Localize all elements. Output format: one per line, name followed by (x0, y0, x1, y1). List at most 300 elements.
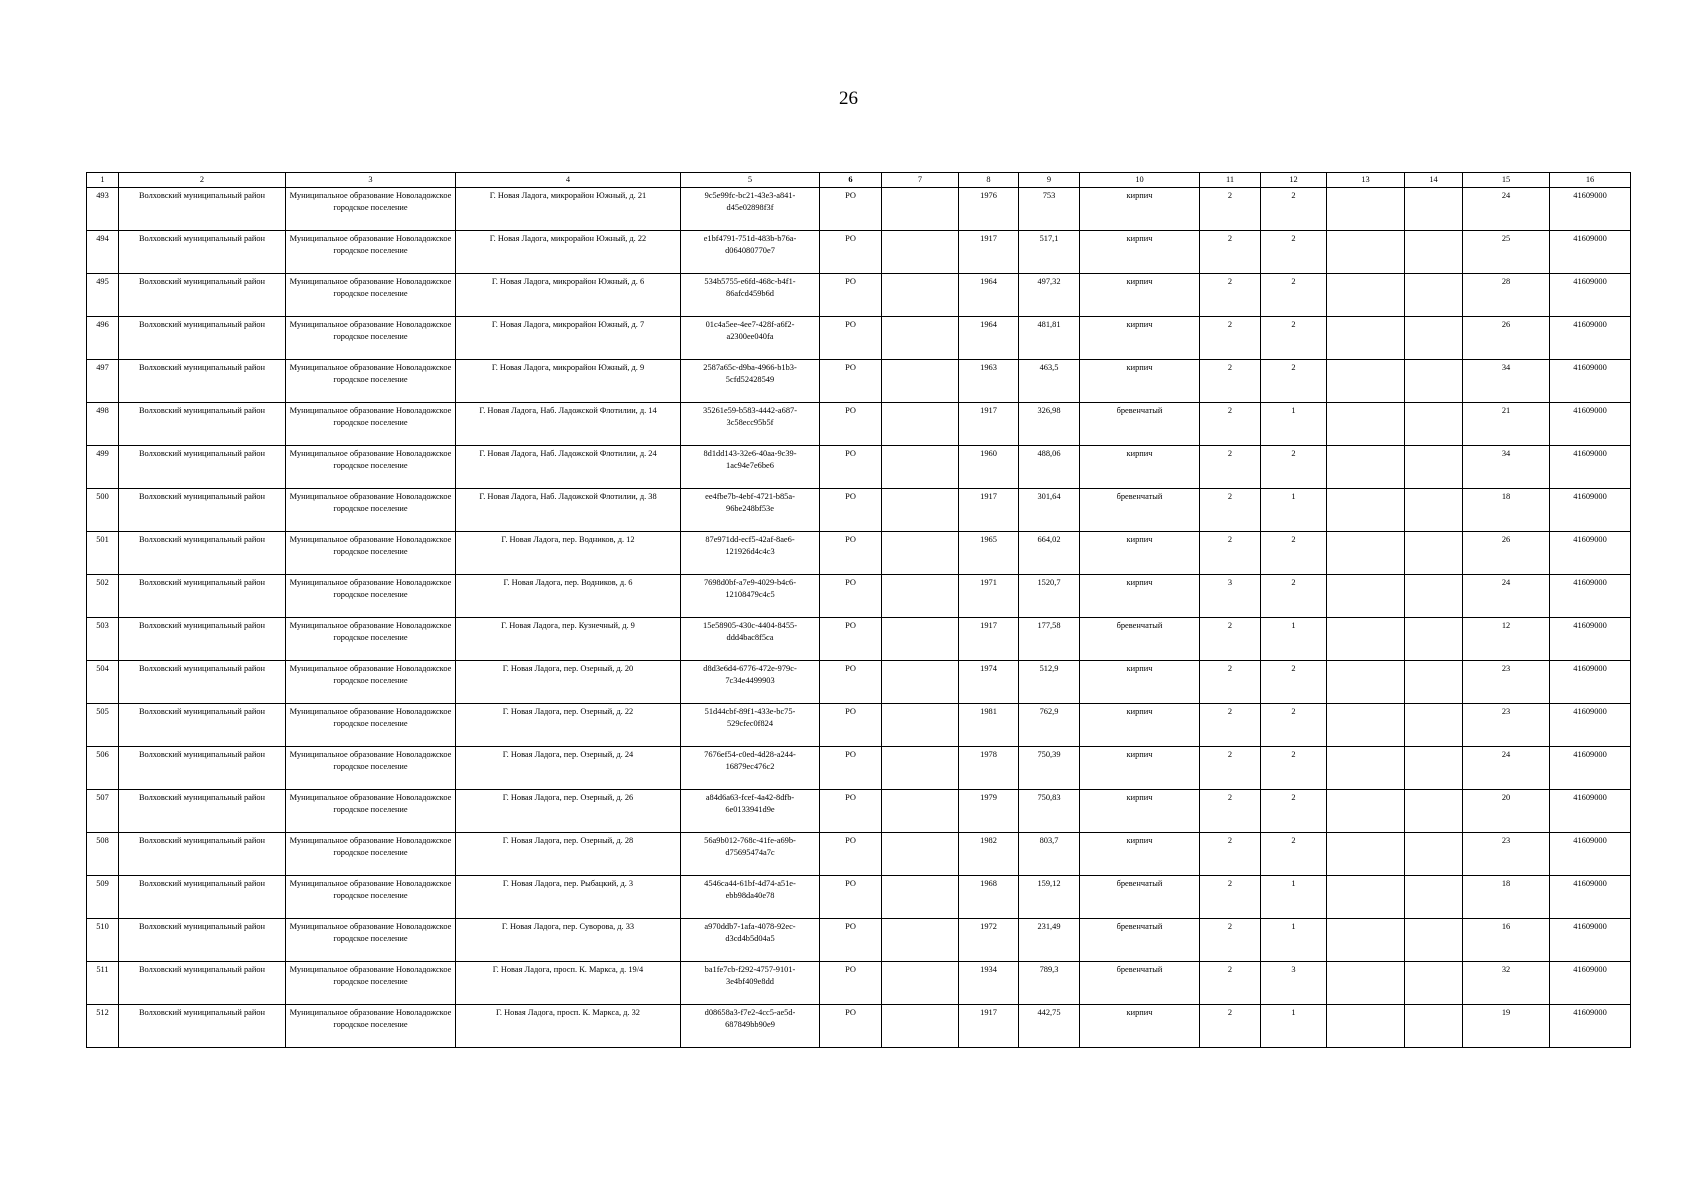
cell-address: Г. Новая Ладога, пер. Озерный, д. 20 (456, 661, 681, 704)
cell-column-7 (882, 446, 959, 489)
cell-entrances: 2 (1261, 833, 1327, 876)
cell-fias-code: 7698d0bf-a7e9-4029-b4c6-12108479c4c5 (681, 575, 820, 618)
cell-district: Волховский муниципальный район (119, 489, 286, 532)
cell-year: 1982 (959, 833, 1019, 876)
cell-area: 326,98 (1019, 403, 1080, 446)
cell-municipality: Муниципальное образование Новоладожское городское поселение (286, 704, 456, 747)
cell-fias-code: 2587a65c-d9ba-4966-b1b3-5cfd52428549 (681, 360, 820, 403)
cell-column-6: РО (820, 919, 882, 962)
cell-residents: 23 (1463, 704, 1550, 747)
cell-floors: 2 (1200, 618, 1261, 661)
cell-fias-code: 87e971dd-ecf5-42af-8ae6-121926d4c4c3 (681, 532, 820, 575)
cell-column-13 (1327, 317, 1405, 360)
cell-entrances: 1 (1261, 403, 1327, 446)
cell-wall-material: бревенчатый (1080, 403, 1200, 446)
table-row (87, 317, 1631, 360)
cell-municipality: Муниципальное образование Новоладожское городское поселение (286, 575, 456, 618)
cell-wall-material: кирпич (1080, 360, 1200, 403)
cell-municipality: Муниципальное образование Новоладожское городское поселение (286, 618, 456, 661)
cell-column-13 (1327, 661, 1405, 704)
cell-wall-material: кирпич (1080, 790, 1200, 833)
cell-area: 664,02 (1019, 532, 1080, 575)
cell-column-7 (882, 833, 959, 876)
cell-column-13 (1327, 575, 1405, 618)
cell-column-13 (1327, 1005, 1405, 1048)
cell-address: Г. Новая Ладога, микрорайон Южный, д. 22 (456, 231, 681, 274)
cell-entrances: 2 (1261, 575, 1327, 618)
cell-address: Г. Новая Ладога, Наб. Ладожской Флотилии, д. 24 (456, 446, 681, 489)
cell-column-7 (882, 919, 959, 962)
cell-row-number: 505 (87, 704, 119, 747)
cell-municipality: Муниципальное образование Новоладожское городское поселение (286, 403, 456, 446)
cell-column-7 (882, 790, 959, 833)
table-row (87, 274, 1631, 317)
cell-column-13 (1327, 360, 1405, 403)
cell-wall-material: бревенчатый (1080, 876, 1200, 919)
cell-entrances: 2 (1261, 231, 1327, 274)
cell-column-6: РО (820, 360, 882, 403)
table-row (87, 962, 1631, 1005)
cell-district: Волховский муниципальный район (119, 403, 286, 446)
cell-entrances: 2 (1261, 747, 1327, 790)
cell-municipality: Муниципальное образование Новоладожское городское поселение (286, 360, 456, 403)
table-row (87, 1005, 1631, 1048)
cell-fias-code: 15e58905-430c-4404-8455-ddd4bac8f5ca (681, 618, 820, 661)
cell-area: 517,1 (1019, 231, 1080, 274)
cell-municipality: Муниципальное образование Новоладожское городское поселение (286, 188, 456, 231)
table-row (87, 919, 1631, 962)
cell-wall-material: кирпич (1080, 188, 1200, 231)
cell-column-6: РО (820, 403, 882, 446)
cell-area: 762,9 (1019, 704, 1080, 747)
cell-municipality: Муниципальное образование Новоладожское городское поселение (286, 661, 456, 704)
cell-district: Волховский муниципальный район (119, 962, 286, 1005)
cell-oktmo-code: 41609000 (1550, 747, 1631, 790)
cell-column-6: РО (820, 833, 882, 876)
cell-area: 789,3 (1019, 962, 1080, 1005)
cell-entrances: 1 (1261, 489, 1327, 532)
cell-fias-code: d8d3e6d4-6776-472e-979c-7c34e4499903 (681, 661, 820, 704)
cell-address: Г. Новая Ладога, пер. Озерный, д. 26 (456, 790, 681, 833)
cell-column-14 (1405, 231, 1463, 274)
column-header-16: 16 (1550, 173, 1631, 188)
cell-wall-material: кирпич (1080, 446, 1200, 489)
column-header-8: 8 (959, 173, 1019, 188)
cell-area: 488,06 (1019, 446, 1080, 489)
cell-column-6: РО (820, 489, 882, 532)
cell-area: 803,7 (1019, 833, 1080, 876)
cell-area: 512,9 (1019, 661, 1080, 704)
cell-oktmo-code: 41609000 (1550, 231, 1631, 274)
table-row (87, 704, 1631, 747)
cell-municipality: Муниципальное образование Новоладожское городское поселение (286, 833, 456, 876)
cell-wall-material: бревенчатый (1080, 962, 1200, 1005)
cell-address: Г. Новая Ладога, микрорайон Южный, д. 6 (456, 274, 681, 317)
cell-year: 1917 (959, 231, 1019, 274)
cell-row-number: 510 (87, 919, 119, 962)
cell-column-6: РО (820, 532, 882, 575)
cell-floors: 2 (1200, 661, 1261, 704)
cell-column-7 (882, 188, 959, 231)
cell-district: Волховский муниципальный район (119, 532, 286, 575)
cell-municipality: Муниципальное образование Новоладожское городское поселение (286, 876, 456, 919)
cell-residents: 16 (1463, 919, 1550, 962)
cell-fias-code: 8d1dd143-32e6-40aa-9c39-1ac94e7e6be6 (681, 446, 820, 489)
cell-row-number: 506 (87, 747, 119, 790)
cell-row-number: 497 (87, 360, 119, 403)
cell-year: 1974 (959, 661, 1019, 704)
cell-column-6: РО (820, 747, 882, 790)
cell-column-7 (882, 1005, 959, 1048)
cell-column-6: РО (820, 274, 882, 317)
cell-district: Волховский муниципальный район (119, 919, 286, 962)
cell-floors: 2 (1200, 403, 1261, 446)
cell-row-number: 498 (87, 403, 119, 446)
cell-district: Волховский муниципальный район (119, 188, 286, 231)
cell-municipality: Муниципальное образование Новоладожское городское поселение (286, 489, 456, 532)
cell-wall-material: кирпич (1080, 704, 1200, 747)
cell-row-number: 501 (87, 532, 119, 575)
cell-residents: 24 (1463, 188, 1550, 231)
cell-oktmo-code: 41609000 (1550, 403, 1631, 446)
cell-year: 1971 (959, 575, 1019, 618)
cell-floors: 2 (1200, 188, 1261, 231)
cell-wall-material: бревенчатый (1080, 489, 1200, 532)
cell-column-14 (1405, 403, 1463, 446)
cell-column-6: РО (820, 446, 882, 489)
cell-row-number: 502 (87, 575, 119, 618)
cell-column-6: РО (820, 661, 882, 704)
column-header-2: 2 (119, 173, 286, 188)
cell-floors: 3 (1200, 575, 1261, 618)
cell-floors: 2 (1200, 231, 1261, 274)
cell-column-14 (1405, 962, 1463, 1005)
cell-wall-material: кирпич (1080, 1005, 1200, 1048)
cell-column-6: РО (820, 231, 882, 274)
cell-row-number: 509 (87, 876, 119, 919)
table-row (87, 489, 1631, 532)
cell-oktmo-code: 41609000 (1550, 317, 1631, 360)
cell-column-7 (882, 962, 959, 1005)
cell-year: 1917 (959, 489, 1019, 532)
cell-column-13 (1327, 833, 1405, 876)
cell-column-14 (1405, 790, 1463, 833)
cell-column-14 (1405, 317, 1463, 360)
cell-floors: 2 (1200, 446, 1261, 489)
cell-district: Волховский муниципальный район (119, 231, 286, 274)
cell-wall-material: кирпич (1080, 231, 1200, 274)
cell-row-number: 496 (87, 317, 119, 360)
cell-column-6: РО (820, 188, 882, 231)
cell-year: 1981 (959, 704, 1019, 747)
cell-residents: 23 (1463, 833, 1550, 876)
cell-fias-code: 35261e59-b583-4442-a687-3c58ecc95b5f (681, 403, 820, 446)
cell-fias-code: 7676ef54-c0ed-4d28-a244-16879ec476c2 (681, 747, 820, 790)
cell-column-14 (1405, 532, 1463, 575)
cell-column-14 (1405, 747, 1463, 790)
cell-column-6: РО (820, 618, 882, 661)
cell-residents: 34 (1463, 360, 1550, 403)
cell-column-7 (882, 618, 959, 661)
cell-area: 159,12 (1019, 876, 1080, 919)
cell-year: 1917 (959, 403, 1019, 446)
cell-address: Г. Новая Ладога, пер. Кузнечный, д. 9 (456, 618, 681, 661)
cell-column-13 (1327, 532, 1405, 575)
cell-floors: 2 (1200, 1005, 1261, 1048)
column-header-11: 11 (1200, 173, 1261, 188)
cell-district: Волховский муниципальный район (119, 575, 286, 618)
cell-column-13 (1327, 704, 1405, 747)
cell-column-7 (882, 317, 959, 360)
header-row (87, 173, 1631, 188)
column-header-12: 12 (1261, 173, 1327, 188)
cell-column-6: РО (820, 317, 882, 360)
table-row (87, 575, 1631, 618)
table-row (87, 790, 1631, 833)
cell-entrances: 2 (1261, 360, 1327, 403)
cell-column-7 (882, 704, 959, 747)
column-header-13: 13 (1327, 173, 1405, 188)
cell-column-13 (1327, 231, 1405, 274)
cell-column-7 (882, 532, 959, 575)
cell-column-7 (882, 274, 959, 317)
cell-entrances: 1 (1261, 618, 1327, 661)
table-row (87, 231, 1631, 274)
table-row (87, 833, 1631, 876)
cell-column-14 (1405, 704, 1463, 747)
cell-year: 1968 (959, 876, 1019, 919)
cell-residents: 25 (1463, 231, 1550, 274)
cell-residents: 26 (1463, 317, 1550, 360)
cell-municipality: Муниципальное образование Новоладожское городское поселение (286, 1005, 456, 1048)
column-header-15: 15 (1463, 173, 1550, 188)
cell-floors: 2 (1200, 704, 1261, 747)
cell-area: 301,64 (1019, 489, 1080, 532)
cell-area: 750,83 (1019, 790, 1080, 833)
cell-row-number: 508 (87, 833, 119, 876)
cell-area: 463,5 (1019, 360, 1080, 403)
cell-address: Г. Новая Ладога, просп. К. Маркса, д. 32 (456, 1005, 681, 1048)
cell-residents: 21 (1463, 403, 1550, 446)
cell-column-14 (1405, 876, 1463, 919)
cell-area: 481,81 (1019, 317, 1080, 360)
cell-area: 231,49 (1019, 919, 1080, 962)
cell-address: Г. Новая Ладога, просп. К. Маркса, д. 19/4 (456, 962, 681, 1005)
cell-oktmo-code: 41609000 (1550, 704, 1631, 747)
cell-district: Волховский муниципальный район (119, 317, 286, 360)
cell-fias-code: 01c4a5ee-4ee7-428f-a6f2-a2300ee040fa (681, 317, 820, 360)
cell-column-13 (1327, 747, 1405, 790)
cell-wall-material: кирпич (1080, 661, 1200, 704)
cell-column-14 (1405, 188, 1463, 231)
cell-entrances: 2 (1261, 661, 1327, 704)
cell-oktmo-code: 41609000 (1550, 575, 1631, 618)
cell-residents: 20 (1463, 790, 1550, 833)
cell-row-number: 503 (87, 618, 119, 661)
cell-residents: 26 (1463, 532, 1550, 575)
cell-address: Г. Новая Ладога, пер. Водников, д. 6 (456, 575, 681, 618)
cell-area: 1520,7 (1019, 575, 1080, 618)
cell-address: Г. Новая Ладога, микрорайон Южный, д. 9 (456, 360, 681, 403)
cell-row-number: 504 (87, 661, 119, 704)
cell-year: 1960 (959, 446, 1019, 489)
cell-municipality: Муниципальное образование Новоладожское городское поселение (286, 532, 456, 575)
cell-residents: 24 (1463, 575, 1550, 618)
cell-area: 497,32 (1019, 274, 1080, 317)
cell-municipality: Муниципальное образование Новоладожское городское поселение (286, 317, 456, 360)
cell-residents: 19 (1463, 1005, 1550, 1048)
cell-column-14 (1405, 446, 1463, 489)
cell-district: Волховский муниципальный район (119, 876, 286, 919)
cell-fias-code: a84d6a63-fcef-4a42-8dfb-6e0133941d9e (681, 790, 820, 833)
cell-column-14 (1405, 489, 1463, 532)
cell-district: Волховский муниципальный район (119, 704, 286, 747)
cell-municipality: Муниципальное образование Новоладожское городское поселение (286, 962, 456, 1005)
cell-address: Г. Новая Ладога, пер. Водников, д. 12 (456, 532, 681, 575)
cell-column-13 (1327, 919, 1405, 962)
cell-year: 1917 (959, 1005, 1019, 1048)
cell-residents: 32 (1463, 962, 1550, 1005)
cell-column-6: РО (820, 1005, 882, 1048)
cell-address: Г. Новая Ладога, Наб. Ладожской Флотилии, д. 14 (456, 403, 681, 446)
cell-entrances: 2 (1261, 704, 1327, 747)
table-row (87, 618, 1631, 661)
cell-municipality: Муниципальное образование Новоладожское городское поселение (286, 747, 456, 790)
cell-residents: 12 (1463, 618, 1550, 661)
cell-oktmo-code: 41609000 (1550, 618, 1631, 661)
cell-row-number: 511 (87, 962, 119, 1005)
column-header-14: 14 (1405, 173, 1463, 188)
table-body (87, 188, 1631, 1048)
cell-fias-code: ba1fe7cb-f292-4757-9101-3e4bf409e8dd (681, 962, 820, 1005)
cell-oktmo-code: 41609000 (1550, 919, 1631, 962)
cell-entrances: 2 (1261, 188, 1327, 231)
cell-column-13 (1327, 876, 1405, 919)
cell-district: Волховский муниципальный район (119, 833, 286, 876)
cell-year: 1972 (959, 919, 1019, 962)
cell-column-13 (1327, 962, 1405, 1005)
cell-district: Волховский муниципальный район (119, 747, 286, 790)
cell-column-14 (1405, 1005, 1463, 1048)
cell-municipality: Муниципальное образование Новоладожское городское поселение (286, 446, 456, 489)
cell-fias-code: 56a9b012-768c-41fe-a69b-d75695474a7c (681, 833, 820, 876)
cell-floors: 2 (1200, 919, 1261, 962)
cell-year: 1965 (959, 532, 1019, 575)
cell-entrances: 2 (1261, 317, 1327, 360)
cell-entrances: 2 (1261, 790, 1327, 833)
cell-fias-code: 51d44cbf-89f1-433e-bc75-529cfec0f824 (681, 704, 820, 747)
cell-oktmo-code: 41609000 (1550, 962, 1631, 1005)
cell-floors: 2 (1200, 317, 1261, 360)
cell-district: Волховский муниципальный район (119, 790, 286, 833)
cell-municipality: Муниципальное образование Новоладожское городское поселение (286, 919, 456, 962)
cell-district: Волховский муниципальный район (119, 274, 286, 317)
cell-column-13 (1327, 489, 1405, 532)
cell-oktmo-code: 41609000 (1550, 790, 1631, 833)
cell-column-13 (1327, 188, 1405, 231)
cell-wall-material: бревенчатый (1080, 919, 1200, 962)
table-row (87, 446, 1631, 489)
cell-district: Волховский муниципальный район (119, 360, 286, 403)
cell-oktmo-code: 41609000 (1550, 446, 1631, 489)
cell-entrances: 2 (1261, 274, 1327, 317)
cell-row-number: 500 (87, 489, 119, 532)
column-header-6: 6 (820, 173, 882, 188)
cell-entrances: 3 (1261, 962, 1327, 1005)
cell-residents: 34 (1463, 446, 1550, 489)
cell-fias-code: 9c5e99fc-bc21-43e3-a841-d45e02898f3f (681, 188, 820, 231)
cell-column-13 (1327, 274, 1405, 317)
page-number: 26 (839, 88, 858, 109)
cell-wall-material: кирпич (1080, 532, 1200, 575)
cell-floors: 2 (1200, 747, 1261, 790)
cell-oktmo-code: 41609000 (1550, 833, 1631, 876)
cell-residents: 18 (1463, 876, 1550, 919)
cell-entrances: 2 (1261, 446, 1327, 489)
cell-floors: 2 (1200, 532, 1261, 575)
cell-row-number: 512 (87, 1005, 119, 1048)
cell-wall-material: бревенчатый (1080, 618, 1200, 661)
cell-column-7 (882, 876, 959, 919)
cell-fias-code: a970ddb7-1afa-4078-92ec-d3cd4b5d04a5 (681, 919, 820, 962)
cell-row-number: 507 (87, 790, 119, 833)
cell-oktmo-code: 41609000 (1550, 274, 1631, 317)
cell-address: Г. Новая Ладога, Наб. Ладожской Флотилии, д. 38 (456, 489, 681, 532)
cell-column-6: РО (820, 790, 882, 833)
cell-column-14 (1405, 360, 1463, 403)
cell-row-number: 499 (87, 446, 119, 489)
cell-residents: 24 (1463, 747, 1550, 790)
cell-oktmo-code: 41609000 (1550, 489, 1631, 532)
cell-residents: 28 (1463, 274, 1550, 317)
cell-address: Г. Новая Ладога, пер. Озерный, д. 22 (456, 704, 681, 747)
column-header-1: 1 (87, 173, 119, 188)
column-header-5: 5 (681, 173, 820, 188)
cell-column-14 (1405, 274, 1463, 317)
cell-column-14 (1405, 833, 1463, 876)
cell-column-7 (882, 575, 959, 618)
cell-column-6: РО (820, 962, 882, 1005)
cell-entrances: 2 (1261, 532, 1327, 575)
cell-row-number: 495 (87, 274, 119, 317)
cell-year: 1963 (959, 360, 1019, 403)
cell-address: Г. Новая Ладога, микрорайон Южный, д. 21 (456, 188, 681, 231)
cell-column-14 (1405, 575, 1463, 618)
cell-column-6: РО (820, 876, 882, 919)
cell-fias-code: e1bf4791-751d-483b-b76a-d064080770e7 (681, 231, 820, 274)
table-row (87, 661, 1631, 704)
cell-column-14 (1405, 919, 1463, 962)
cell-district: Волховский муниципальный район (119, 661, 286, 704)
cell-year: 1934 (959, 962, 1019, 1005)
cell-column-7 (882, 231, 959, 274)
cell-floors: 2 (1200, 489, 1261, 532)
table-row (87, 188, 1631, 231)
register-table (86, 172, 1631, 1048)
cell-address: Г. Новая Ладога, пер. Озерный, д. 24 (456, 747, 681, 790)
cell-district: Волховский муниципальный район (119, 1005, 286, 1048)
cell-oktmo-code: 41609000 (1550, 876, 1631, 919)
cell-floors: 2 (1200, 876, 1261, 919)
cell-year: 1978 (959, 747, 1019, 790)
cell-fias-code: 534b5755-e6fd-468c-b4f1-86afcd459b6d (681, 274, 820, 317)
column-header-4: 4 (456, 173, 681, 188)
table-row (87, 747, 1631, 790)
cell-area: 177,58 (1019, 618, 1080, 661)
cell-district: Волховский муниципальный район (119, 618, 286, 661)
cell-residents: 18 (1463, 489, 1550, 532)
column-header-3: 3 (286, 173, 456, 188)
